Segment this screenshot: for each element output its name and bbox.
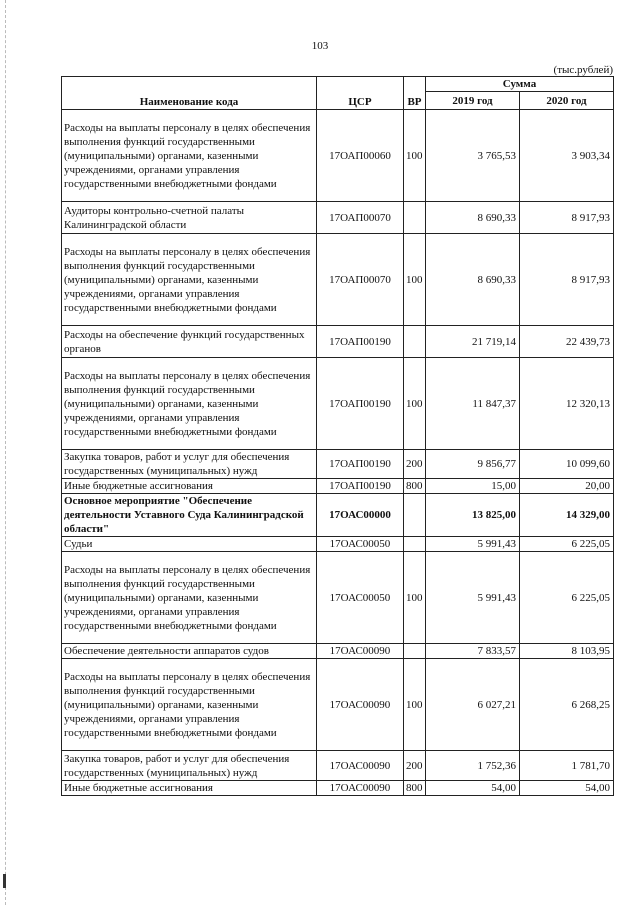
row-sum-2019: 13 825,00 bbox=[426, 494, 520, 537]
row-name: Основное мероприятие "Обеспечение деятельности Уставного Суда Калининградской области" bbox=[62, 494, 317, 537]
budget-table bbox=[61, 76, 614, 796]
row-csr: 17ОАП00190 bbox=[317, 479, 404, 494]
row-sum-2020: 12 320,13 bbox=[520, 358, 614, 450]
row-sum-2019: 5 991,43 bbox=[426, 552, 520, 644]
row-sum-2019: 15,00 bbox=[426, 479, 520, 494]
row-name: Судьи bbox=[62, 537, 317, 552]
table-body bbox=[62, 110, 614, 796]
row-name: Иные бюджетные ассигнования bbox=[62, 479, 317, 494]
row-vr: 200 bbox=[404, 450, 426, 479]
header-name: Наименование кода bbox=[62, 77, 317, 110]
table-row bbox=[62, 110, 614, 202]
row-sum-2020: 14 329,00 bbox=[520, 494, 614, 537]
row-csr: 17ОАП00190 bbox=[317, 358, 404, 450]
row-vr bbox=[404, 644, 426, 659]
row-vr bbox=[404, 326, 426, 358]
row-name: Расходы на обеспечение функций государственных органов bbox=[62, 326, 317, 358]
unit-note: (тыс.рублей) bbox=[553, 64, 613, 76]
row-sum-2020: 8 103,95 bbox=[520, 644, 614, 659]
header-2020: 2020 год bbox=[520, 92, 614, 110]
table-row bbox=[62, 781, 614, 796]
row-csr: 17ОАС00000 bbox=[317, 494, 404, 537]
table-row bbox=[62, 552, 614, 644]
row-vr bbox=[404, 494, 426, 537]
row-csr: 17ОАП00070 bbox=[317, 202, 404, 234]
row-vr: 100 bbox=[404, 110, 426, 202]
table-row bbox=[62, 202, 614, 234]
row-sum-2020: 54,00 bbox=[520, 781, 614, 796]
row-sum-2020: 20,00 bbox=[520, 479, 614, 494]
row-sum-2020: 6 268,25 bbox=[520, 659, 614, 751]
row-sum-2019: 9 856,77 bbox=[426, 450, 520, 479]
table-row bbox=[62, 450, 614, 479]
row-sum-2020: 10 099,60 bbox=[520, 450, 614, 479]
row-name: Расходы на выплаты персоналу в целях обеспечения выполнения функций государственными (муниципальными) органами, казенными учреждениями, органами управления государственными внебюджетными фондами bbox=[62, 110, 317, 202]
row-sum-2019: 1 752,36 bbox=[426, 751, 520, 781]
header-2019: 2019 год bbox=[426, 92, 520, 110]
row-csr: 17ОАС00090 bbox=[317, 644, 404, 659]
row-vr: 100 bbox=[404, 552, 426, 644]
table-row bbox=[62, 479, 614, 494]
row-name: Расходы на выплаты персоналу в целях обеспечения выполнения функций государственными (муниципальными) органами, казенными учреждениями, органами управления государственными внебюджетными фондами bbox=[62, 234, 317, 326]
row-vr: 100 bbox=[404, 358, 426, 450]
row-name: Аудиторы контрольно-счетной палаты Калининградской области bbox=[62, 202, 317, 234]
row-sum-2020: 1 781,70 bbox=[520, 751, 614, 781]
row-csr: 17ОАС00090 bbox=[317, 659, 404, 751]
header-csr: ЦСР bbox=[317, 77, 404, 110]
table-row bbox=[62, 234, 614, 326]
row-csr: 17ОАС00090 bbox=[317, 781, 404, 796]
row-name: Обеспечение деятельности аппаратов судов bbox=[62, 644, 317, 659]
row-sum-2019: 6 027,21 bbox=[426, 659, 520, 751]
row-sum-2019: 3 765,53 bbox=[426, 110, 520, 202]
table-row bbox=[62, 659, 614, 751]
table-row bbox=[62, 644, 614, 659]
row-vr bbox=[404, 202, 426, 234]
row-csr: 17ОАС00050 bbox=[317, 537, 404, 552]
row-vr: 200 bbox=[404, 751, 426, 781]
row-csr: 17ОАП00070 bbox=[317, 234, 404, 326]
table-row bbox=[62, 537, 614, 552]
row-sum-2019: 21 719,14 bbox=[426, 326, 520, 358]
row-name: Расходы на выплаты персоналу в целях обеспечения выполнения функций государственными (муниципальными) органами, казенными учреждениями, органами управления государственными внебюджетными фондами bbox=[62, 659, 317, 751]
row-name: Расходы на выплаты персоналу в целях обеспечения выполнения функций государственными (муниципальными) органами, казенными учреждениями, органами управления государственными внебюджетными фондами bbox=[62, 552, 317, 644]
row-vr: 100 bbox=[404, 234, 426, 326]
row-name: Иные бюджетные ассигнования bbox=[62, 781, 317, 796]
row-vr: 100 bbox=[404, 659, 426, 751]
table-row bbox=[62, 358, 614, 450]
header-sum: Сумма bbox=[426, 77, 614, 92]
header-vr: ВР bbox=[404, 77, 426, 110]
table-row bbox=[62, 494, 614, 537]
row-sum-2020: 22 439,73 bbox=[520, 326, 614, 358]
row-sum-2019: 8 690,33 bbox=[426, 234, 520, 326]
row-csr: 17ОАП00190 bbox=[317, 326, 404, 358]
row-sum-2020: 8 917,93 bbox=[520, 234, 614, 326]
row-sum-2019: 7 833,57 bbox=[426, 644, 520, 659]
row-csr: 17ОАП00060 bbox=[317, 110, 404, 202]
row-sum-2019: 5 991,43 bbox=[426, 537, 520, 552]
row-sum-2019: 54,00 bbox=[426, 781, 520, 796]
row-name: Расходы на выплаты персоналу в целях обеспечения выполнения функций государственными (муниципальными) органами, казенными учреждениями, органами управления государственными внебюджетными фондами bbox=[62, 358, 317, 450]
row-vr: 800 bbox=[404, 781, 426, 796]
row-sum-2020: 6 225,05 bbox=[520, 537, 614, 552]
row-csr: 17ОАС00050 bbox=[317, 552, 404, 644]
row-sum-2020: 8 917,93 bbox=[520, 202, 614, 234]
row-sum-2019: 11 847,37 bbox=[426, 358, 520, 450]
row-sum-2019: 8 690,33 bbox=[426, 202, 520, 234]
row-csr: 17ОАП00190 bbox=[317, 450, 404, 479]
row-vr: 800 bbox=[404, 479, 426, 494]
row-sum-2020: 6 225,05 bbox=[520, 552, 614, 644]
table-row bbox=[62, 326, 614, 358]
row-name: Закупка товаров, работ и услуг для обеспечения государственных (муниципальных) нужд bbox=[62, 450, 317, 479]
row-vr bbox=[404, 537, 426, 552]
row-name: Закупка товаров, работ и услуг для обеспечения государственных (муниципальных) нужд bbox=[62, 751, 317, 781]
table-row bbox=[62, 751, 614, 781]
page-number: 103 bbox=[311, 40, 329, 52]
edge-mark bbox=[3, 874, 6, 888]
row-csr: 17ОАС00090 bbox=[317, 751, 404, 781]
left-margin-rule bbox=[5, 0, 6, 905]
row-sum-2020: 3 903,34 bbox=[520, 110, 614, 202]
